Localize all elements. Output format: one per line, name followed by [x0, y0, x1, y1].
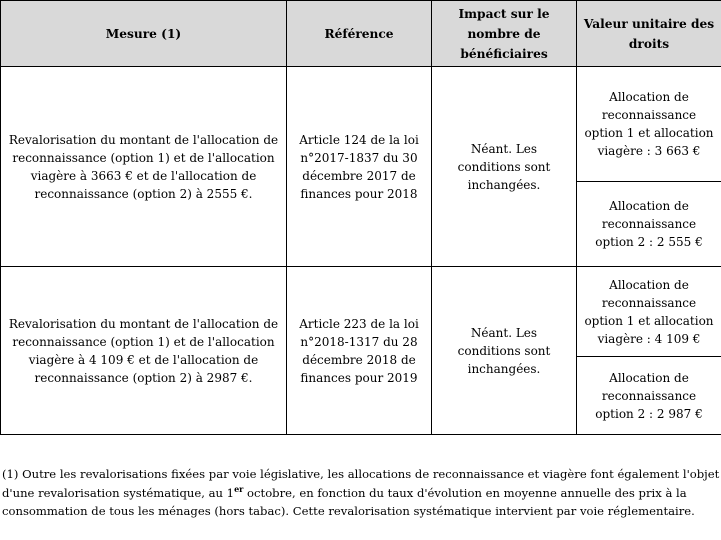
header-valeur-unitaire: Valeur unitaire des droits	[577, 1, 721, 67]
value-cell: Allocation de reconnaissance option 1 et allocation viagère : 3 663 €	[577, 67, 721, 182]
reference-cell: Article 124 de la loi n°2017-1837 du 30 décembre 2017 de finances pour 2018	[287, 67, 432, 267]
impact-cell: Néant. Les conditions sont inchangées.	[432, 267, 577, 435]
table-header-row	[1, 1, 721, 67]
table-row	[1, 67, 721, 182]
reference-cell: Article 223 de la loi n°2018-1317 du 28 décembre 2018 de finances pour 2019	[287, 267, 432, 435]
table-row	[1, 267, 721, 357]
header-mesure: Mesure (1)	[1, 1, 287, 67]
footnote-part-2: octobre, en fonction du taux d'évolution en moyenne annuelle des prix à la consommation de tous les ménages (hors tabac). Cette revalorisation systématique intervient par voie réglementaire.	[2, 485, 695, 518]
footnote-part-1: (1) Outre les revalorisations fixées par voie législative, les allocations de reconnaissance et viagère font également l'objet d'une revalorisation systématique, au 1	[2, 467, 720, 500]
value-cell: Allocation de reconnaissance option 1 et allocation viagère : 4 109 €	[577, 267, 721, 357]
footnote-text	[2, 465, 721, 521]
header-reference: Référence	[287, 1, 432, 67]
impact-cell: Néant. Les conditions sont inchangées.	[432, 67, 577, 267]
value-cell: Allocation de reconnaissance option 2 : 2 555 €	[577, 182, 721, 267]
footnote	[2, 465, 721, 521]
footnote-superscript: er	[234, 483, 244, 494]
header-impact: Impact sur le nombre de bénéficiaires	[432, 1, 577, 67]
measure-cell: Revalorisation du montant de l'allocation de reconnaissance (option 1) et de l'allocation viagère à 4 109 € et de l'allocation de reconnaissance (option 2) à 2987 €.	[1, 267, 287, 435]
value-cell: Allocation de reconnaissance option 2 : 2 987 €	[577, 357, 721, 435]
measure-cell: Revalorisation du montant de l'allocation de reconnaissance (option 1) et de l'allocation viagère à 3663 € et de l'allocation de reconnaissance (option 2) à 2555 €.	[1, 67, 287, 267]
